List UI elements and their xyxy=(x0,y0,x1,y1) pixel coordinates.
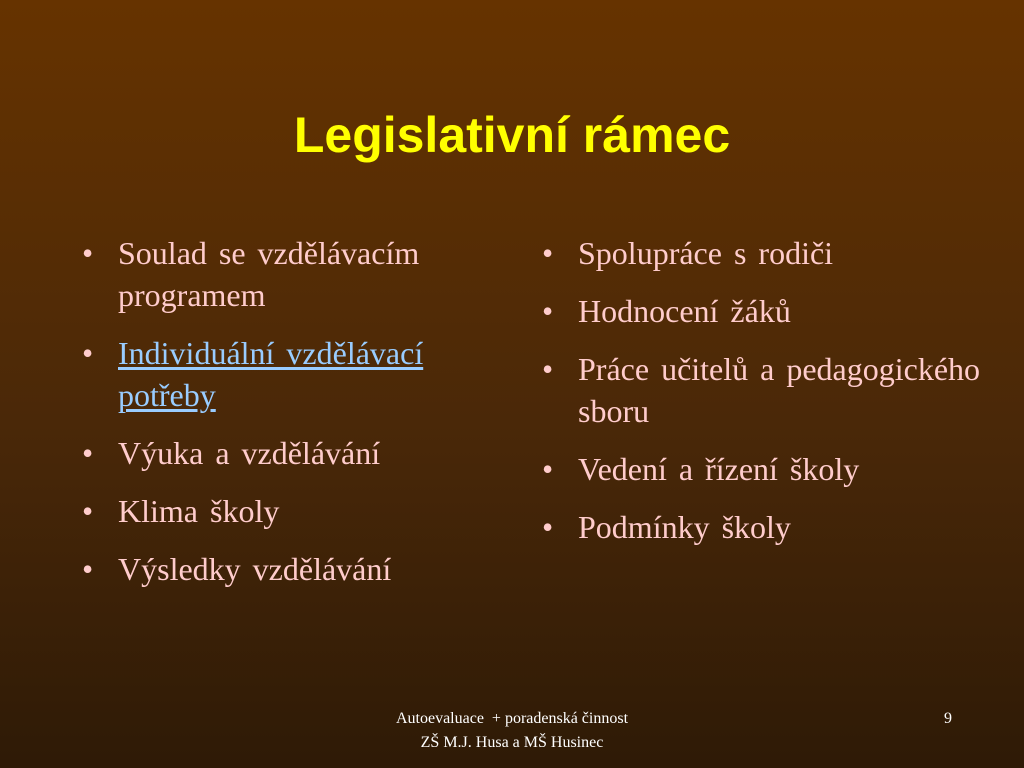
bullet-icon: • xyxy=(82,551,94,587)
list-item xyxy=(82,332,512,416)
bullet-icon: • xyxy=(542,509,554,545)
bullet-icon: • xyxy=(82,235,94,271)
list-item-text: Vedení a řízení školy xyxy=(578,451,860,487)
list-item-text: Soulad se vzdělávacím programem xyxy=(118,235,420,313)
list-item xyxy=(542,506,982,548)
list-item xyxy=(82,232,512,316)
list-item xyxy=(542,290,982,332)
list-item xyxy=(542,448,982,490)
list-item xyxy=(542,232,982,274)
bullet-icon: • xyxy=(542,451,554,487)
list-item-text: Výsledky vzdělávání xyxy=(118,551,392,587)
bullet-icon: • xyxy=(82,335,94,371)
bullet-icon: • xyxy=(542,235,554,271)
footer-line-2: ZŠ M.J. Husa a MŠ Husinec xyxy=(420,734,604,751)
list-item-text: Podmínky školy xyxy=(578,509,791,545)
list-item-text: Hodnocení žáků xyxy=(578,293,791,329)
left-bullet-list xyxy=(82,232,512,606)
bullet-icon: • xyxy=(82,435,94,471)
list-item xyxy=(82,432,512,474)
bullet-icon: • xyxy=(542,293,554,329)
footer-line-1: Autoevaluace + poradenská činnost xyxy=(395,710,629,727)
link-individualni-vzdelavaci-potreby[interactable]: Individuální vzdělávací potřeby xyxy=(118,335,424,413)
list-item xyxy=(82,548,512,590)
bullet-icon: • xyxy=(542,351,554,387)
slide-footer xyxy=(312,707,712,755)
right-bullet-list xyxy=(542,232,982,564)
list-item xyxy=(82,490,512,532)
list-item-text: Spolupráce s rodiči xyxy=(578,235,834,271)
slide-title: Legislativní rámec xyxy=(293,107,731,163)
list-item-text: Práce učitelů a pedagogického sboru xyxy=(578,351,981,429)
list-item-text: Klima školy xyxy=(118,493,280,529)
page-number: 9 xyxy=(944,710,952,727)
bullet-icon: • xyxy=(82,493,94,529)
list-item xyxy=(542,348,982,432)
list-item-text: Výuka a vzdělávání xyxy=(118,435,381,471)
